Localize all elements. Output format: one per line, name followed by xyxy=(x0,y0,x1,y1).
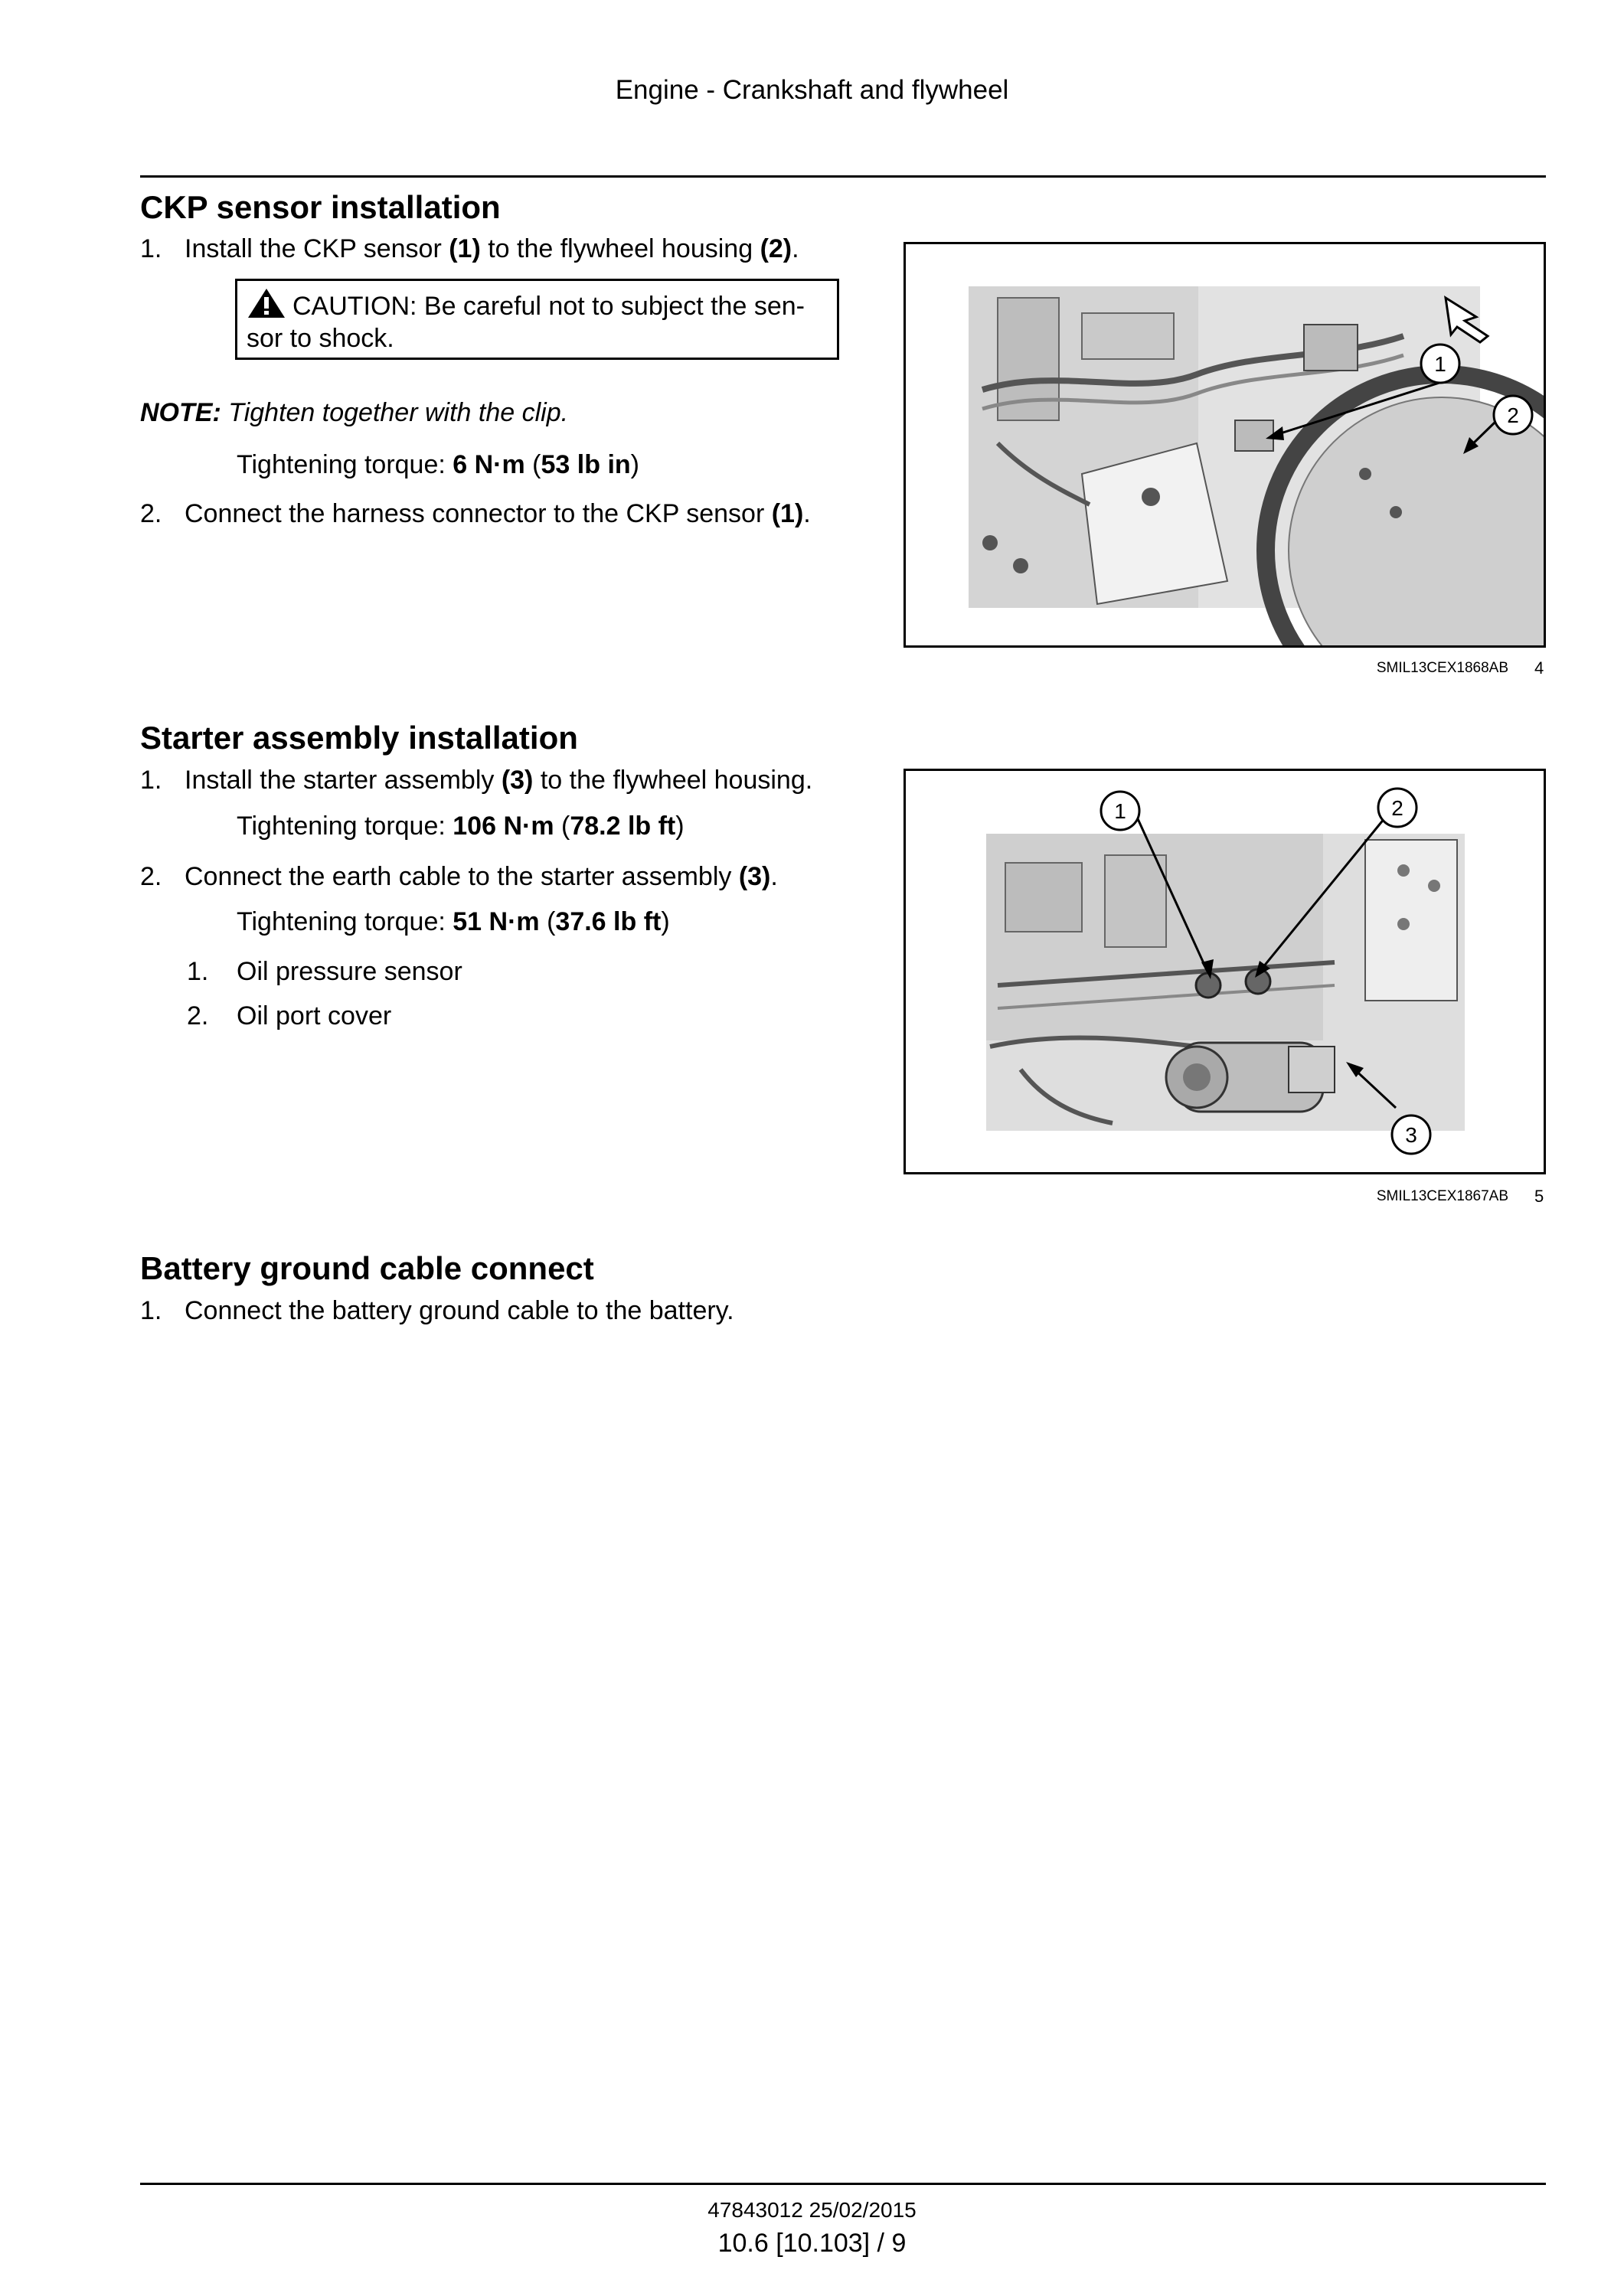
figure-5-engine-illustration xyxy=(906,771,1544,1172)
legend-item-2: 2. Oil port cover xyxy=(187,1001,392,1030)
starter-torque-1: Tightening torque: 106 N·m (78.2 lb ft) xyxy=(237,812,685,841)
figure-5-number: 5 xyxy=(1534,1187,1544,1206)
figure-4-number: 4 xyxy=(1534,658,1544,678)
footer-document-code: 47843012 25/02/2015 xyxy=(707,2198,917,2222)
figure-4-callout-1-label: 1 xyxy=(1434,352,1446,376)
page-header-title: Engine - Crankshaft and flywheel xyxy=(615,75,1009,105)
legend-item-1: 1. Oil pressure sensor xyxy=(187,957,462,986)
caution-box xyxy=(235,279,839,360)
starter-section-title: Starter assembly installation xyxy=(140,720,578,756)
warning-triangle-icon xyxy=(247,287,286,319)
header-rule xyxy=(140,175,1546,178)
footer-rule xyxy=(140,2183,1546,2185)
figure-4-code: SMIL13CEX1868AB xyxy=(1376,660,1508,676)
starter-step-1: 1. Install the starter assembly (3) to the flywheel housing. xyxy=(140,766,813,795)
figure-5-frame xyxy=(903,769,1546,1174)
ckp-section-title: CKP sensor installation xyxy=(140,189,501,225)
figure-4-engine-illustration xyxy=(906,244,1544,645)
ckp-step-1: 1. Install the CKP sensor (1) to the flywheel housing (2). xyxy=(140,234,799,263)
figure-5-callout-1-label: 1 xyxy=(1114,799,1126,823)
figure-5-callout-3-label: 3 xyxy=(1405,1123,1417,1147)
footer-page-number: 10.6 [10.103] / 9 xyxy=(717,2229,907,2258)
figure-4-callout-2-label: 2 xyxy=(1507,403,1519,427)
starter-torque-2: Tightening torque: 51 N·m (37.6 lb ft) xyxy=(237,907,670,936)
figure-5-callout-2-label: 2 xyxy=(1391,796,1403,820)
battery-step-1: 1. Connect the battery ground cable to the battery. xyxy=(140,1296,734,1325)
starter-step-2: 2. Connect the earth cable to the starter assembly (3). xyxy=(140,862,778,891)
note: NOTE: Tighten together with the clip. xyxy=(140,398,569,427)
battery-section-title: Battery ground cable connect xyxy=(140,1250,594,1286)
figure-5-code: SMIL13CEX1867AB xyxy=(1376,1188,1508,1204)
ckp-step-2: 2. Connect the harness connector to the CKP sensor (1). xyxy=(140,499,811,528)
caution-line-2: sor to shock. xyxy=(247,324,394,353)
ckp-torque: Tightening torque: 6 N·m (53 lb in) xyxy=(237,450,639,479)
figure-4-frame xyxy=(903,242,1546,648)
caution-line-1: CAUTION: Be careful not to subject the sen- xyxy=(292,292,805,321)
